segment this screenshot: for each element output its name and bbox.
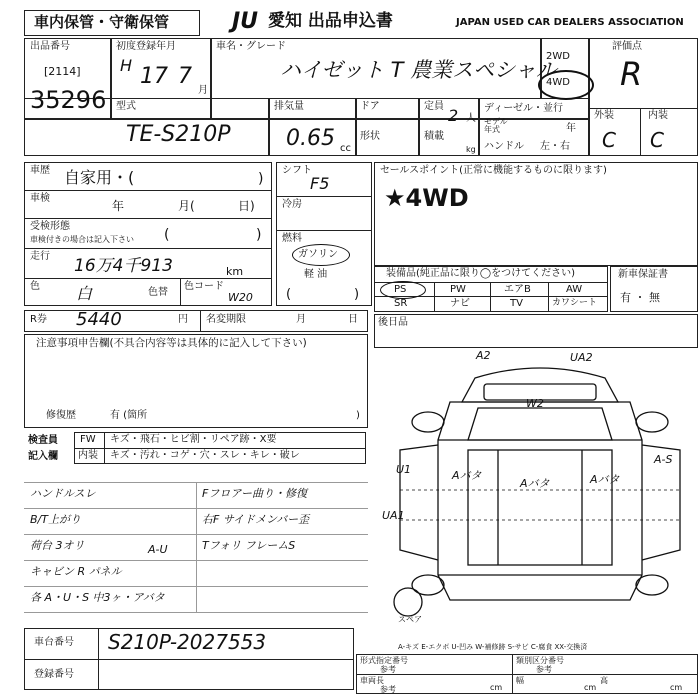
rear-label: 後日品 bbox=[378, 317, 408, 328]
width-cm: cm bbox=[584, 683, 597, 692]
color-value: 白 bbox=[76, 284, 93, 303]
chassis-value: S210P-2027553 bbox=[108, 630, 267, 654]
deadline-month: 月 bbox=[296, 314, 306, 325]
note-left-3: 荷台 3オリ bbox=[30, 539, 85, 552]
repair-value: 有 (箇所 bbox=[110, 410, 148, 421]
model-value: TE-S210P bbox=[126, 122, 231, 147]
entry-label: 記入欄 bbox=[28, 451, 58, 462]
lot-number: 35296 bbox=[30, 86, 107, 114]
deadline-day: 日 bbox=[348, 314, 358, 325]
note-extra-2: Tフォリ フレームS bbox=[202, 539, 296, 552]
ext-grade: C bbox=[602, 128, 616, 152]
car-damage-diagram bbox=[380, 350, 698, 640]
fuel-open: ( bbox=[286, 287, 292, 302]
fuel-light-oil: 軽 油 bbox=[304, 269, 328, 280]
history-label: 車歴 bbox=[30, 165, 50, 176]
equip-pw: PW bbox=[450, 284, 466, 295]
damage-legend: A-キズ E-エクボ U-凹み W-補修跡 S-サビ C-腐食 XX-交換済 bbox=[398, 643, 588, 651]
history-close: ) bbox=[258, 171, 264, 187]
note-left-2: B/T上がり bbox=[30, 513, 81, 526]
history-value: 自家用・( bbox=[64, 168, 135, 187]
repair-close: ) bbox=[356, 410, 360, 421]
height-cm: cm bbox=[670, 683, 683, 692]
sales-point-label: セールスポイント(正常に機能するものに限ります) bbox=[380, 165, 607, 176]
mark-abata-2: Aバタ bbox=[520, 477, 550, 490]
warranty-open: ( bbox=[164, 227, 170, 243]
fw-items: キズ・飛石・ヒビ割・リペア跡・X要 bbox=[110, 434, 277, 445]
note-left-5: 各 A・U・S 中3ヶ・アバタ bbox=[30, 591, 165, 604]
eval-label: 評価点 bbox=[612, 41, 642, 52]
int-grade: C bbox=[650, 128, 664, 152]
inspection-year: 年 bbox=[112, 199, 125, 213]
mark-u1: U1 bbox=[396, 463, 412, 476]
disp-label: 排気量 bbox=[274, 101, 304, 112]
reg-label: 初度登録年月 bbox=[116, 41, 176, 52]
sales-point-box bbox=[374, 162, 698, 266]
eval-score: R bbox=[620, 55, 643, 93]
height-label: 高 bbox=[600, 676, 608, 685]
4wd-circle bbox=[538, 70, 594, 100]
int-row-label: 内装 bbox=[78, 450, 98, 461]
capacity-label: 定員 bbox=[424, 101, 444, 112]
new-car-opts: 有 ・ 無 bbox=[620, 291, 660, 304]
lot-sub: [2114] bbox=[44, 65, 81, 78]
fw-label: FW bbox=[80, 434, 96, 445]
ext-label: 外装 bbox=[594, 110, 614, 121]
capacity-value: 2 bbox=[448, 106, 459, 125]
inspection-day: 日) bbox=[238, 199, 255, 213]
fuel-label: 燃料 bbox=[282, 233, 302, 244]
shape-label: 形状 bbox=[360, 131, 380, 142]
width-label: 幅 bbox=[516, 676, 524, 685]
wheel-rr bbox=[636, 575, 668, 595]
shift-value: F5 bbox=[310, 174, 330, 193]
windshield bbox=[468, 408, 612, 440]
notes-label: 注意事項申告欄(不具合内容等は具体的に記入して下さい) bbox=[36, 337, 307, 349]
inspector-label: 検査員 bbox=[28, 435, 58, 446]
note-extra-1: A-U bbox=[148, 543, 168, 556]
form-number-label: 形式指定番号 bbox=[360, 656, 408, 665]
reg-month: 7 bbox=[178, 64, 192, 89]
int-label: 内装 bbox=[648, 110, 668, 121]
load-unit: kg bbox=[466, 145, 476, 154]
equip-navi: ナビ bbox=[450, 298, 470, 309]
car-name-label: 車名・グレード bbox=[216, 41, 286, 52]
color-code: W20 bbox=[228, 291, 253, 304]
load-label: 積載 bbox=[424, 131, 444, 142]
ju-logo: JU bbox=[232, 9, 259, 34]
sales-point-value: ★4WD bbox=[384, 184, 469, 212]
new-car-label: 新車保証書 bbox=[618, 269, 668, 280]
color-label: 色 bbox=[30, 281, 40, 292]
warranty-label: 受検形態 bbox=[30, 221, 70, 232]
warranty-note: 車検付きの場合は記入下さい bbox=[30, 235, 134, 244]
reg-year: 17 bbox=[140, 64, 168, 89]
disp-value: 0.65 bbox=[286, 126, 335, 151]
deadline-label: 名変期限 bbox=[206, 314, 246, 325]
reg-number-label: 登録番号 bbox=[34, 669, 74, 680]
equip-seat: カワシート bbox=[552, 298, 598, 308]
note-right-2: 右F サイドメンバー歪 bbox=[202, 513, 310, 526]
car-name-value: ハイゼット T 農業スペシャル bbox=[280, 58, 557, 82]
equip-tv: TV bbox=[510, 298, 523, 309]
color-code-label: 色コード bbox=[184, 281, 224, 292]
equip-ps: PS bbox=[394, 284, 407, 295]
year-unit: 年 bbox=[566, 123, 576, 134]
recycle-value: 5440 bbox=[76, 309, 122, 330]
mark-abata-1: Aバタ bbox=[452, 469, 482, 482]
mark-a2: A2 bbox=[476, 349, 491, 362]
recycle-label: R券 bbox=[30, 314, 47, 325]
association-name: JAPAN USED CAR DEALERS ASSOCIATION bbox=[456, 17, 684, 28]
color-replaced-label: 色替 bbox=[148, 287, 168, 298]
form-title: 愛知 出品申込書 bbox=[268, 11, 393, 31]
reg-month-unit: 月 bbox=[198, 85, 208, 96]
length-cm: cm bbox=[490, 683, 503, 692]
warranty-close: ) bbox=[256, 227, 262, 243]
equip-aw: AW bbox=[566, 284, 583, 295]
mileage-unit: km bbox=[226, 265, 244, 278]
model-label: 型式 bbox=[116, 101, 136, 112]
int-items: キズ・汚れ・コゲ・穴・スレ・キレ・破レ bbox=[110, 450, 300, 461]
wheel-rl bbox=[412, 575, 444, 595]
equip-sr: SR bbox=[394, 298, 408, 309]
truck-bed bbox=[468, 450, 612, 565]
diesel-label: ディーゼル・並行 bbox=[484, 103, 563, 114]
mileage-value: 16万4千913 bbox=[74, 256, 173, 276]
drive-4wd: 4WD bbox=[546, 77, 570, 88]
mark-w2: W2 bbox=[526, 397, 544, 410]
repair-label: 修復歴 bbox=[46, 410, 76, 421]
reg-era: H bbox=[120, 56, 133, 75]
mark-ua2: UA2 bbox=[570, 351, 593, 364]
class-number-label: 類別区分番号 bbox=[516, 656, 564, 665]
model-year-label: モデル 年式 bbox=[484, 117, 508, 134]
door-label: ドア bbox=[360, 101, 380, 112]
handle-label: ハンドル bbox=[484, 141, 524, 152]
lot-label: 出品番号 bbox=[30, 41, 70, 52]
rear-box bbox=[374, 314, 698, 348]
wheel-fl bbox=[412, 412, 444, 432]
class-ref: 参考 bbox=[536, 665, 552, 674]
fuel-gas: ガソリン bbox=[298, 249, 338, 260]
storage-label: 車内保管・守衛保管 bbox=[34, 13, 170, 31]
ps-circle bbox=[380, 281, 426, 299]
chassis-label: 車台番号 bbox=[34, 637, 74, 648]
note-left-4: キャビン R パネル bbox=[30, 565, 122, 578]
inspection-label: 車検 bbox=[30, 193, 50, 204]
mileage-label: 走行 bbox=[30, 251, 50, 262]
wheel-fr bbox=[636, 412, 668, 432]
length-label: 車両長 bbox=[360, 676, 384, 685]
handle-opts: 左・右 bbox=[540, 141, 570, 152]
mark-ua1: UA1 bbox=[382, 509, 405, 522]
note-left-1: ハンドルスレ bbox=[30, 487, 96, 500]
spare-tire bbox=[394, 588, 422, 616]
note-right-1: Fフロアー曲り・修復 bbox=[202, 487, 307, 500]
spare-label: スペア bbox=[398, 615, 422, 624]
equip-airbag: エアB bbox=[504, 284, 531, 295]
recycle-unit: 円 bbox=[178, 314, 188, 325]
gas-circle bbox=[292, 244, 350, 266]
shift-label: シフト bbox=[282, 165, 312, 176]
mark-as: A-S bbox=[654, 453, 673, 466]
length-ref: 参考 bbox=[380, 685, 396, 694]
vehicle-info-box bbox=[24, 162, 272, 306]
mark-abata-3: Aバタ bbox=[590, 473, 620, 486]
drive-2wd: 2WD bbox=[546, 51, 570, 62]
inspection-month: 月( bbox=[178, 199, 195, 213]
fuel-close: ) bbox=[354, 287, 360, 302]
equipment-label: 装備品(純正品に限り◯をつけてください) bbox=[386, 268, 575, 279]
capacity-unit: 人 bbox=[466, 113, 476, 124]
disp-unit: cc bbox=[340, 143, 351, 154]
form-ref: 参考 bbox=[380, 665, 396, 674]
ac-label: 冷房 bbox=[282, 199, 302, 210]
